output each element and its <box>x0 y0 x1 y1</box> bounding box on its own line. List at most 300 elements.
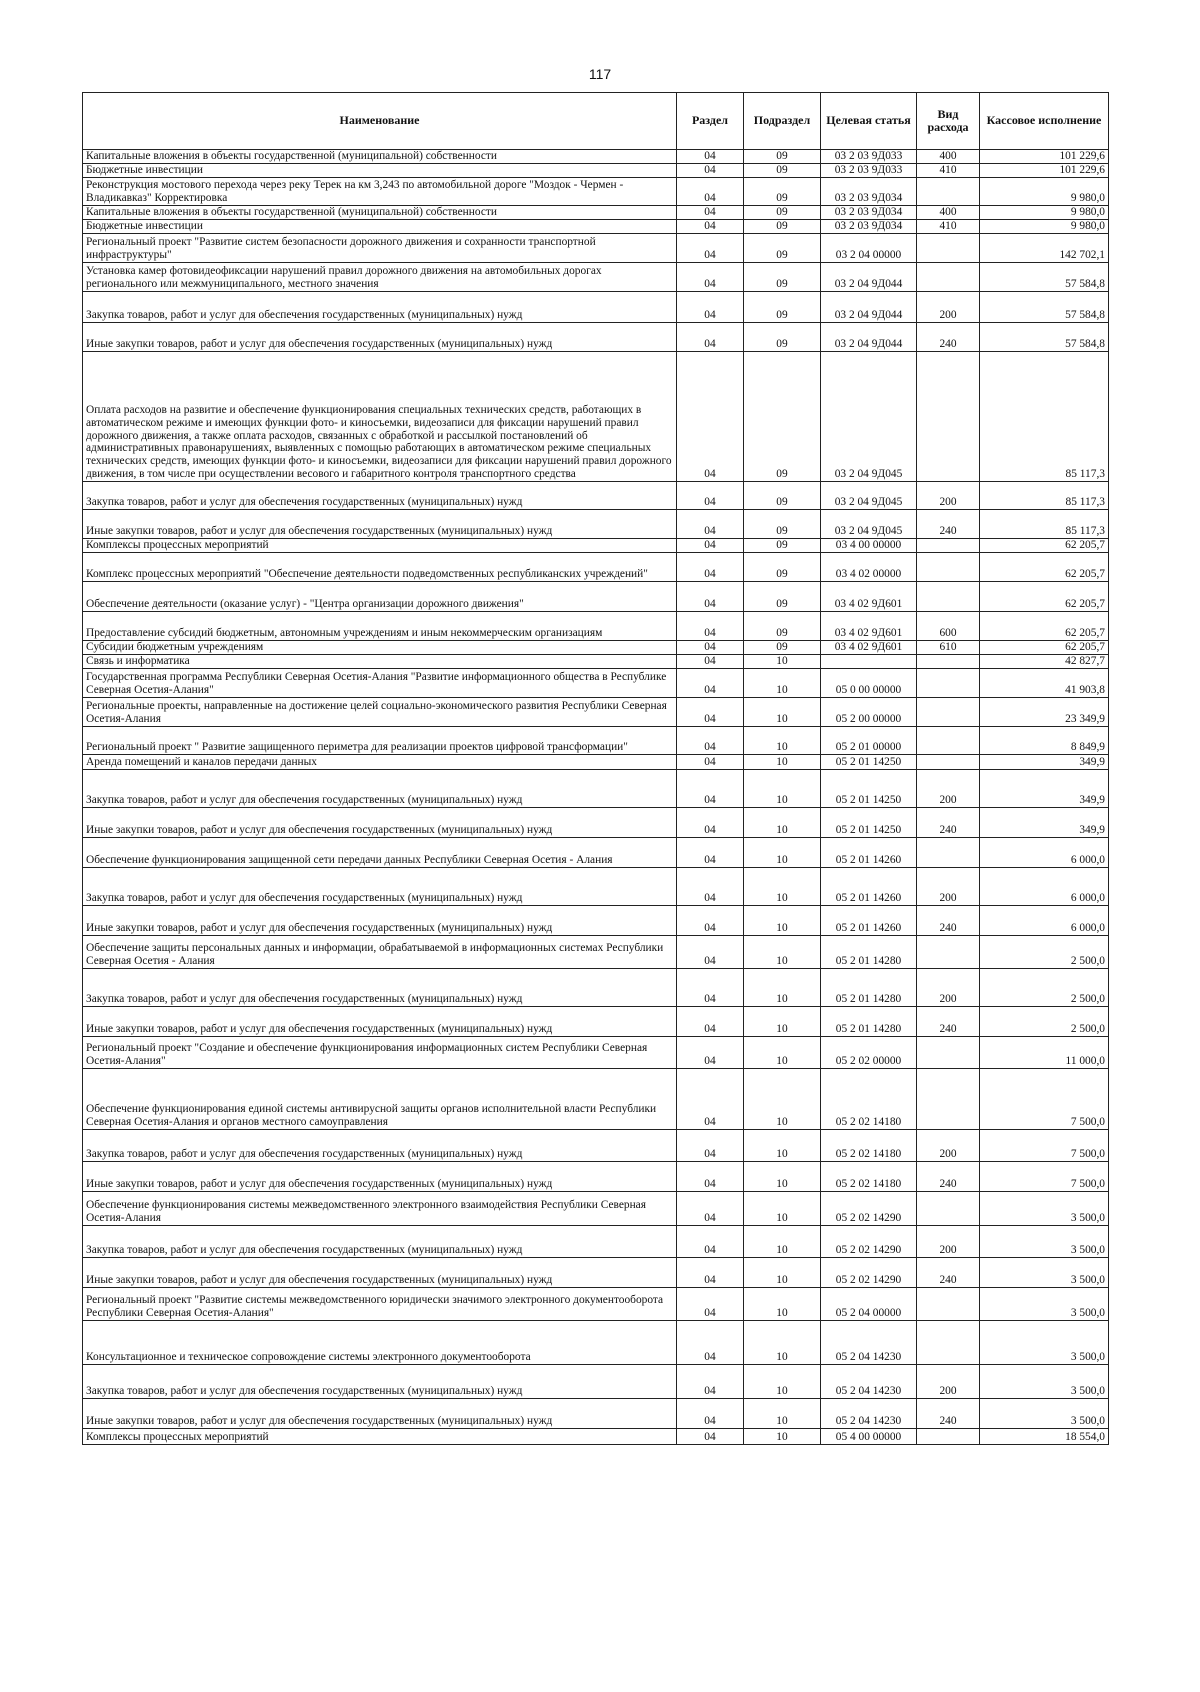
cell-amount: 6 000,0 <box>980 905 1109 935</box>
cell-section: 04 <box>677 726 744 754</box>
cell-section: 04 <box>677 219 744 233</box>
cell-subsection: 10 <box>744 769 821 807</box>
cell-target: 03 2 04 9Д044 <box>821 291 917 322</box>
table-row <box>83 163 1109 177</box>
cell-type <box>917 552 980 581</box>
table-row <box>83 538 1109 552</box>
cell-type: 200 <box>917 1364 980 1398</box>
cell-subsection: 09 <box>744 150 821 164</box>
table-row <box>83 611 1109 640</box>
cell-subsection: 09 <box>744 177 821 205</box>
cell-section: 04 <box>677 163 744 177</box>
cell-type <box>917 1036 980 1068</box>
cell-type <box>917 1191 980 1225</box>
cell-subsection: 10 <box>744 968 821 1006</box>
cell-type: 400 <box>917 150 980 164</box>
cell-section: 04 <box>677 205 744 219</box>
cell-target: 05 2 01 14280 <box>821 1006 917 1036</box>
cell-amount: 3 500,0 <box>980 1287 1109 1320</box>
cell-target: 05 2 02 14180 <box>821 1068 917 1129</box>
budget-table <box>82 92 1109 1445</box>
column-header-type: Вид расхода <box>917 93 980 150</box>
cell-amount: 9 980,0 <box>980 219 1109 233</box>
cell-amount: 3 500,0 <box>980 1225 1109 1257</box>
table-row <box>83 654 1109 668</box>
cell-subsection: 10 <box>744 1257 821 1287</box>
table-row <box>83 905 1109 935</box>
table-row <box>83 754 1109 769</box>
cell-target: 03 2 03 9Д033 <box>821 150 917 164</box>
column-header-amount: Кассовое исполнение <box>980 93 1109 150</box>
table-row <box>83 697 1109 726</box>
cell-target: 05 2 01 14250 <box>821 769 917 807</box>
cell-type: 200 <box>917 769 980 807</box>
cell-type <box>917 697 980 726</box>
cell-amount: 6 000,0 <box>980 867 1109 905</box>
cell-section: 04 <box>677 581 744 611</box>
cell-subsection: 09 <box>744 640 821 654</box>
cell-name: Иные закупки товаров, работ и услуг для обеспечения государственных (муниципальных) нужд <box>83 1161 677 1191</box>
cell-target: 05 2 02 14180 <box>821 1161 917 1191</box>
cell-type <box>917 538 980 552</box>
cell-name: Субсидии бюджетным учреждениям <box>83 640 677 654</box>
cell-section: 04 <box>677 150 744 164</box>
cell-type: 410 <box>917 163 980 177</box>
cell-subsection: 10 <box>744 1225 821 1257</box>
cell-type: 240 <box>917 1257 980 1287</box>
cell-name: Закупка товаров, работ и услуг для обеспечения государственных (муниципальных) нужд <box>83 1129 677 1161</box>
table-row <box>83 640 1109 654</box>
table-row <box>83 968 1109 1006</box>
table-row <box>83 1191 1109 1225</box>
cell-amount: 62 205,7 <box>980 581 1109 611</box>
cell-section: 04 <box>677 1287 744 1320</box>
cell-subsection: 10 <box>744 1428 821 1444</box>
cell-name: Установка камер фотовидеофиксации нарушений правил дорожного движения на автомобильных дорогах регионального или межмуниципального, местного значения <box>83 262 677 291</box>
table-row <box>83 552 1109 581</box>
cell-name: Обеспечение функционирования защищенной сети передачи данных Республики Северная Осетия - Алания <box>83 837 677 867</box>
table-body <box>83 150 1109 1445</box>
cell-target: 03 4 02 00000 <box>821 552 917 581</box>
cell-subsection: 10 <box>744 1036 821 1068</box>
cell-target: 05 2 01 14250 <box>821 754 917 769</box>
cell-section: 04 <box>677 754 744 769</box>
cell-section: 04 <box>677 1225 744 1257</box>
cell-amount: 3 500,0 <box>980 1398 1109 1428</box>
cell-subsection: 09 <box>744 233 821 262</box>
cell-name: Закупка товаров, работ и услуг для обеспечения государственных (муниципальных) нужд <box>83 769 677 807</box>
cell-target: 05 2 01 14280 <box>821 935 917 968</box>
cell-subsection: 09 <box>744 581 821 611</box>
cell-name: Комплекс процессных мероприятий "Обеспечение деятельности подведомственных республиканских учреждений" <box>83 552 677 581</box>
table-row <box>83 1287 1109 1320</box>
cell-name: Консультационное и техническое сопровождение системы электронного документооборота <box>83 1320 677 1364</box>
cell-amount: 349,9 <box>980 807 1109 837</box>
cell-section: 04 <box>677 351 744 481</box>
cell-name: Закупка товаров, работ и услуг для обеспечения государственных (муниципальных) нужд <box>83 1225 677 1257</box>
cell-subsection: 10 <box>744 1068 821 1129</box>
cell-name: Иные закупки товаров, работ и услуг для обеспечения государственных (муниципальных) нужд <box>83 509 677 538</box>
cell-type <box>917 837 980 867</box>
cell-subsection: 09 <box>744 262 821 291</box>
cell-section: 04 <box>677 1364 744 1398</box>
cell-target: 03 4 02 9Д601 <box>821 611 917 640</box>
cell-name: Обеспечение функционирования системы межведомственного электронного взаимодействия Республики Северная Осетия-Алания <box>83 1191 677 1225</box>
cell-target: 05 2 02 00000 <box>821 1036 917 1068</box>
table-row <box>83 837 1109 867</box>
table-row <box>83 291 1109 322</box>
cell-section: 04 <box>677 697 744 726</box>
cell-amount: 9 980,0 <box>980 205 1109 219</box>
table-row <box>83 1257 1109 1287</box>
cell-subsection: 10 <box>744 867 821 905</box>
table-row <box>83 1320 1109 1364</box>
cell-subsection: 10 <box>744 654 821 668</box>
table-row <box>83 1006 1109 1036</box>
cell-name: Региональные проекты, направленные на достижение целей социально-экономического развития Республики Северная Осетия-Алания <box>83 697 677 726</box>
cell-amount: 85 117,3 <box>980 351 1109 481</box>
cell-section: 04 <box>677 322 744 351</box>
cell-target: 05 2 04 14230 <box>821 1320 917 1364</box>
cell-amount: 41 903,8 <box>980 668 1109 697</box>
cell-target: 05 2 01 00000 <box>821 726 917 754</box>
cell-subsection: 10 <box>744 807 821 837</box>
cell-subsection: 09 <box>744 611 821 640</box>
cell-type: 240 <box>917 807 980 837</box>
cell-section: 04 <box>677 552 744 581</box>
table-row <box>83 935 1109 968</box>
cell-type <box>917 726 980 754</box>
cell-amount: 62 205,7 <box>980 538 1109 552</box>
table-row <box>83 581 1109 611</box>
table-row <box>83 668 1109 697</box>
table-row <box>83 1225 1109 1257</box>
cell-subsection: 10 <box>744 1129 821 1161</box>
table-row <box>83 351 1109 481</box>
cell-amount: 18 554,0 <box>980 1428 1109 1444</box>
cell-subsection: 09 <box>744 291 821 322</box>
cell-section: 04 <box>677 968 744 1006</box>
column-header-name: Наименование <box>83 93 677 150</box>
cell-type <box>917 351 980 481</box>
cell-name: Капитальные вложения в объекты государственной (муниципальной) собственности <box>83 150 677 164</box>
cell-type: 240 <box>917 1161 980 1191</box>
cell-amount: 142 702,1 <box>980 233 1109 262</box>
cell-name: Иные закупки товаров, работ и услуг для обеспечения государственных (муниципальных) нужд <box>83 905 677 935</box>
table-row <box>83 1428 1109 1444</box>
page-number: 117 <box>588 66 612 82</box>
table-row <box>83 1036 1109 1068</box>
column-header-section: Раздел <box>677 93 744 150</box>
cell-name: Государственная программа Республики Северная Осетия-Алания "Развитие информационного общества в Республике Северная Осетия-Алания" <box>83 668 677 697</box>
cell-type: 200 <box>917 1129 980 1161</box>
cell-name: Обеспечение защиты персональных данных и информации, обрабатываемой в информационных системах Республики Северная Осетия - Алания <box>83 935 677 968</box>
cell-amount: 2 500,0 <box>980 1006 1109 1036</box>
cell-subsection: 09 <box>744 322 821 351</box>
cell-target: 05 2 02 14290 <box>821 1225 917 1257</box>
cell-section: 04 <box>677 1129 744 1161</box>
cell-name: Закупка товаров, работ и услуг для обеспечения государственных (муниципальных) нужд <box>83 291 677 322</box>
cell-name: Иные закупки товаров, работ и услуг для обеспечения государственных (муниципальных) нужд <box>83 807 677 837</box>
cell-target: 03 2 03 9Д034 <box>821 219 917 233</box>
table-row <box>83 807 1109 837</box>
cell-name: Бюджетные инвестиции <box>83 163 677 177</box>
table-row <box>83 322 1109 351</box>
cell-subsection: 10 <box>744 935 821 968</box>
table-row <box>83 1161 1109 1191</box>
cell-amount: 7 500,0 <box>980 1068 1109 1129</box>
table-row <box>83 219 1109 233</box>
table-row <box>83 867 1109 905</box>
cell-type <box>917 668 980 697</box>
cell-type <box>917 1428 980 1444</box>
cell-type <box>917 177 980 205</box>
cell-type: 200 <box>917 968 980 1006</box>
cell-name: Бюджетные инвестиции <box>83 219 677 233</box>
cell-name: Региональный проект "Создание и обеспечение функционирования информационных систем Республики Северная Осетия-Алания" <box>83 1036 677 1068</box>
table-row <box>83 262 1109 291</box>
cell-amount: 349,9 <box>980 769 1109 807</box>
cell-target: 03 4 02 9Д601 <box>821 581 917 611</box>
cell-section: 04 <box>677 769 744 807</box>
cell-name: Закупка товаров, работ и услуг для обеспечения государственных (муниципальных) нужд <box>83 867 677 905</box>
cell-amount: 349,9 <box>980 754 1109 769</box>
cell-amount: 3 500,0 <box>980 1257 1109 1287</box>
cell-name: Аренда помещений и каналов передачи данных <box>83 754 677 769</box>
cell-target: 03 4 00 00000 <box>821 538 917 552</box>
cell-target: 03 2 03 9Д033 <box>821 163 917 177</box>
cell-name: Обеспечение функционирования единой системы антивирусной защиты органов исполнительной власти Республики Северная Осетия-Алания и органов местного самоуправления <box>83 1068 677 1129</box>
cell-type: 240 <box>917 509 980 538</box>
cell-subsection: 09 <box>744 509 821 538</box>
cell-section: 04 <box>677 668 744 697</box>
cell-target: 03 2 04 9Д044 <box>821 262 917 291</box>
cell-name: Связь и информатика <box>83 654 677 668</box>
cell-amount: 57 584,8 <box>980 291 1109 322</box>
cell-type: 200 <box>917 481 980 509</box>
cell-type: 200 <box>917 867 980 905</box>
cell-section: 04 <box>677 654 744 668</box>
cell-section: 04 <box>677 1161 744 1191</box>
cell-subsection: 10 <box>744 1398 821 1428</box>
cell-amount: 101 229,6 <box>980 163 1109 177</box>
cell-section: 04 <box>677 905 744 935</box>
cell-section: 04 <box>677 538 744 552</box>
cell-amount: 3 500,0 <box>980 1191 1109 1225</box>
cell-section: 04 <box>677 1036 744 1068</box>
cell-target: 05 2 02 14290 <box>821 1191 917 1225</box>
cell-amount: 3 500,0 <box>980 1364 1109 1398</box>
cell-target: 05 2 04 14230 <box>821 1398 917 1428</box>
cell-subsection: 10 <box>744 837 821 867</box>
cell-amount: 6 000,0 <box>980 837 1109 867</box>
cell-type <box>917 233 980 262</box>
cell-name: Закупка товаров, работ и услуг для обеспечения государственных (муниципальных) нужд <box>83 1364 677 1398</box>
cell-target: 05 2 01 14250 <box>821 807 917 837</box>
table-row <box>83 481 1109 509</box>
cell-name: Комплексы процессных мероприятий <box>83 538 677 552</box>
table-row <box>83 233 1109 262</box>
cell-type <box>917 262 980 291</box>
cell-subsection: 10 <box>744 697 821 726</box>
cell-type: 240 <box>917 905 980 935</box>
cell-section: 04 <box>677 935 744 968</box>
cell-section: 04 <box>677 611 744 640</box>
column-header-subsection: Подраздел <box>744 93 821 150</box>
cell-target: 03 2 04 9Д045 <box>821 481 917 509</box>
cell-name: Оплата расходов на развитие и обеспечение функционирования специальных технических средств, работающих в автоматическом режиме и имеющих функции фото- и киносъемки, видеозаписи для фиксации нарушений правил дорожного движения, а также оплата расходов, связанных с обработкой и рассылкой постановлений об административных правонарушениях, выявленных с помощью работающих в автоматическом режиме специальных технических средств, имеющих функции фото- и киносъемки, видеозаписи для фиксации нарушений правил дорожного движения, в том числе при осуществлении весового и габаритного контроля транспортного средства <box>83 351 677 481</box>
cell-name: Иные закупки товаров, работ и услуг для обеспечения государственных (муниципальных) нужд <box>83 322 677 351</box>
cell-subsection: 09 <box>744 205 821 219</box>
cell-target: 05 2 01 14280 <box>821 968 917 1006</box>
cell-amount: 2 500,0 <box>980 935 1109 968</box>
cell-subsection: 10 <box>744 1191 821 1225</box>
cell-amount: 23 349,9 <box>980 697 1109 726</box>
table-row <box>83 205 1109 219</box>
cell-section: 04 <box>677 1191 744 1225</box>
cell-section: 04 <box>677 1398 744 1428</box>
cell-type <box>917 654 980 668</box>
cell-type: 200 <box>917 291 980 322</box>
cell-section: 04 <box>677 1257 744 1287</box>
cell-subsection: 10 <box>744 1006 821 1036</box>
cell-target: 03 2 04 9Д045 <box>821 509 917 538</box>
table-row <box>83 1398 1109 1428</box>
cell-name: Обеспечение деятельности (оказание услуг) - "Центра организации дорожного движения" <box>83 581 677 611</box>
cell-amount: 11 000,0 <box>980 1036 1109 1068</box>
cell-name: Региональный проект " Развитие защищенного периметра для реализации проектов цифровой трансформации" <box>83 726 677 754</box>
cell-name: Закупка товаров, работ и услуг для обеспечения государственных (муниципальных) нужд <box>83 481 677 509</box>
cell-name: Комплексы процессных мероприятий <box>83 1428 677 1444</box>
cell-section: 04 <box>677 509 744 538</box>
cell-amount: 42 827,7 <box>980 654 1109 668</box>
cell-amount: 62 205,7 <box>980 640 1109 654</box>
cell-subsection: 10 <box>744 726 821 754</box>
cell-target: 05 2 01 14260 <box>821 837 917 867</box>
cell-subsection: 10 <box>744 1364 821 1398</box>
cell-section: 04 <box>677 481 744 509</box>
cell-subsection: 10 <box>744 1161 821 1191</box>
cell-section: 04 <box>677 837 744 867</box>
cell-target: 03 2 03 9Д034 <box>821 177 917 205</box>
cell-amount: 85 117,3 <box>980 509 1109 538</box>
cell-name: Реконструкция мостового перехода через реку Терек на км 3,243 по автомобильной дороге "Моздок - Чермен - Владикавказ" Корректировка <box>83 177 677 205</box>
cell-name: Региональный проект "Развитие системы межведомственного юридически значимого электронного документооборота Республики Северная Осетия-Алания" <box>83 1287 677 1320</box>
table-row <box>83 177 1109 205</box>
cell-type: 200 <box>917 1225 980 1257</box>
cell-section: 04 <box>677 177 744 205</box>
cell-subsection: 09 <box>744 552 821 581</box>
cell-subsection: 09 <box>744 163 821 177</box>
cell-target: 05 2 04 00000 <box>821 1287 917 1320</box>
cell-subsection: 10 <box>744 905 821 935</box>
cell-type: 240 <box>917 1398 980 1428</box>
cell-section: 04 <box>677 640 744 654</box>
cell-subsection: 09 <box>744 351 821 481</box>
cell-subsection: 10 <box>744 1287 821 1320</box>
cell-type <box>917 1320 980 1364</box>
cell-target: 05 2 00 00000 <box>821 697 917 726</box>
table-row <box>83 509 1109 538</box>
cell-amount: 101 229,6 <box>980 150 1109 164</box>
table-header <box>83 93 1109 150</box>
cell-type: 410 <box>917 219 980 233</box>
cell-type: 610 <box>917 640 980 654</box>
cell-section: 04 <box>677 1068 744 1129</box>
cell-name: Закупка товаров, работ и услуг для обеспечения государственных (муниципальных) нужд <box>83 968 677 1006</box>
cell-target <box>821 654 917 668</box>
cell-name: Иные закупки товаров, работ и услуг для обеспечения государственных (муниципальных) нужд <box>83 1257 677 1287</box>
cell-type <box>917 754 980 769</box>
cell-amount: 7 500,0 <box>980 1161 1109 1191</box>
table-row <box>83 726 1109 754</box>
cell-amount: 85 117,3 <box>980 481 1109 509</box>
cell-type <box>917 1287 980 1320</box>
cell-section: 04 <box>677 1428 744 1444</box>
cell-amount: 57 584,8 <box>980 322 1109 351</box>
cell-name: Капитальные вложения в объекты государственной (муниципальной) собственности <box>83 205 677 219</box>
cell-subsection: 10 <box>744 668 821 697</box>
cell-section: 04 <box>677 291 744 322</box>
cell-name: Иные закупки товаров, работ и услуг для обеспечения государственных (муниципальных) нужд <box>83 1398 677 1428</box>
table-row <box>83 150 1109 164</box>
cell-subsection: 09 <box>744 219 821 233</box>
cell-type <box>917 581 980 611</box>
cell-target: 05 2 02 14180 <box>821 1129 917 1161</box>
cell-name: Региональный проект "Развитие систем безопасности дорожного движения и сохранности транспортной инфраструктуры" <box>83 233 677 262</box>
cell-amount: 8 849,9 <box>980 726 1109 754</box>
cell-section: 04 <box>677 807 744 837</box>
cell-target: 05 2 04 14230 <box>821 1364 917 1398</box>
cell-type: 240 <box>917 322 980 351</box>
cell-target: 03 2 03 9Д034 <box>821 205 917 219</box>
cell-amount: 3 500,0 <box>980 1320 1109 1364</box>
cell-subsection: 10 <box>744 1320 821 1364</box>
cell-target: 03 2 04 00000 <box>821 233 917 262</box>
cell-amount: 9 980,0 <box>980 177 1109 205</box>
cell-amount: 62 205,7 <box>980 552 1109 581</box>
cell-section: 04 <box>677 867 744 905</box>
cell-target: 05 4 00 00000 <box>821 1428 917 1444</box>
cell-target: 03 2 04 9Д044 <box>821 322 917 351</box>
cell-section: 04 <box>677 1006 744 1036</box>
cell-type: 600 <box>917 611 980 640</box>
table-row <box>83 769 1109 807</box>
cell-type: 240 <box>917 1006 980 1036</box>
column-header-target: Целевая статья <box>821 93 917 150</box>
cell-name: Предоставление субсидий бюджетным, автономным учреждениям и иным некоммерческим организациям <box>83 611 677 640</box>
table-row <box>83 1129 1109 1161</box>
cell-target: 05 0 00 00000 <box>821 668 917 697</box>
cell-target: 05 2 02 14290 <box>821 1257 917 1287</box>
cell-section: 04 <box>677 233 744 262</box>
cell-type <box>917 935 980 968</box>
cell-amount: 57 584,8 <box>980 262 1109 291</box>
table-row <box>83 1364 1109 1398</box>
cell-target: 03 2 04 9Д045 <box>821 351 917 481</box>
table-row <box>83 1068 1109 1129</box>
cell-type <box>917 1068 980 1129</box>
cell-subsection: 10 <box>744 754 821 769</box>
cell-subsection: 09 <box>744 481 821 509</box>
cell-name: Иные закупки товаров, работ и услуг для обеспечения государственных (муниципальных) нужд <box>83 1006 677 1036</box>
cell-target: 05 2 01 14260 <box>821 905 917 935</box>
cell-subsection: 09 <box>744 538 821 552</box>
cell-section: 04 <box>677 1320 744 1364</box>
cell-amount: 62 205,7 <box>980 611 1109 640</box>
cell-type: 400 <box>917 205 980 219</box>
cell-amount: 2 500,0 <box>980 968 1109 1006</box>
